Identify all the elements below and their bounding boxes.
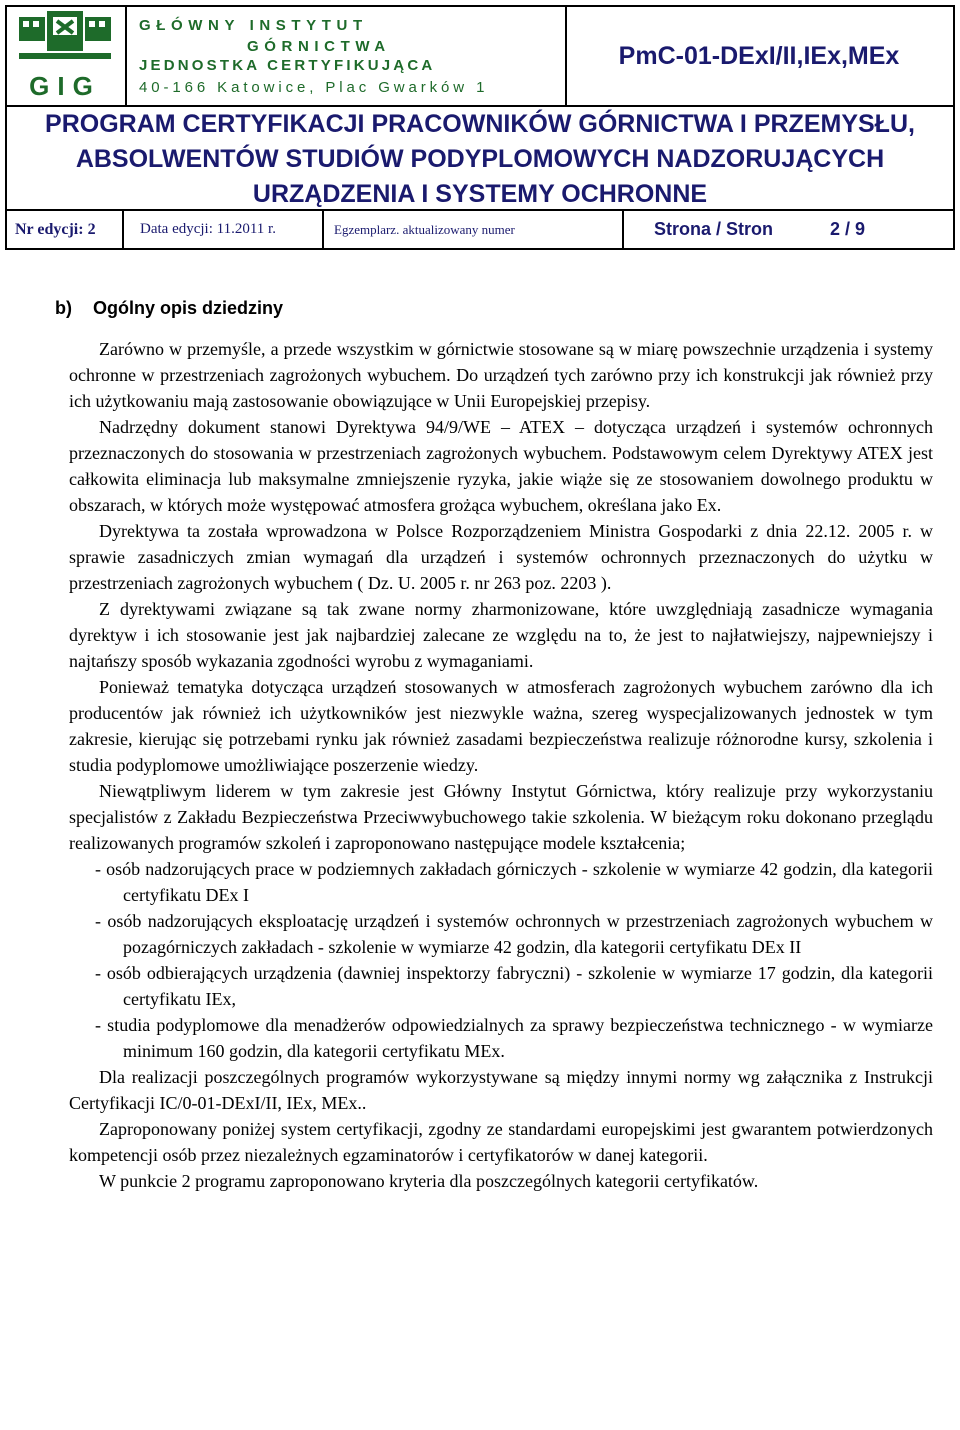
- list-item: - osób nadzorujących eksploatację urządzeń i systemów ochronnych w przestrzeniach zagrożonych wybuchem w pozagórniczych zakładach - szkolenie w wymiarze 42 godzin, dla kategorii certyfikatu DEx II: [95, 911, 933, 957]
- edition-number: Nr edycji: 2: [7, 211, 124, 248]
- program-title-line3: URZĄDZENIA I SYSTEMY OCHRONNE: [252, 180, 708, 208]
- paragraph: Z dyrektywami związane są tak zwane normy zharmonizowane, które uwzględniają zasadnicze wymagania dyrektyw i ich stosowanie jest jak najbardziej zalecane ze względu na to, że jest to najłatwiejszy, najpewniejszy i najtańszy sposób wykazania zgodności wyrobu z wymaganiami.: [69, 599, 933, 671]
- paragraph: Zaproponowany poniżej system certyfikacji, zgodny ze standardami europejskimi jest gwarantem potwierdzonych kompetencji osób przez niezależnych egzaminatorów i certyfikatorów w danej kategorii.: [69, 1119, 933, 1165]
- section-text: [69, 336, 933, 1194]
- institute-line3: JEDNOSTKA CERTYFIKUJĄCA: [139, 57, 436, 74]
- program-title: [7, 105, 953, 211]
- gig-logo-icon: [7, 7, 123, 103]
- edition-date: Data edycji: 11.2011 r.: [124, 211, 324, 248]
- document-header: [5, 5, 955, 250]
- institute-name: [125, 7, 567, 105]
- page-label: Strona / Stron: [654, 219, 774, 239]
- svg-text:GIG: GIG: [29, 71, 101, 101]
- section-number: b): [55, 298, 72, 318]
- page-counter: [624, 211, 953, 248]
- paragraph: Niewątpliwym liderem w tym zakresie jest Główny Instytut Górnictwa, który realizuje przy wykorzystaniu specjalistów z Zakładu Bezpieczeństwa Przeciwwybuchowego takie szkolenia. W bieżącym roku dokonano przeglądu realizowanych programów szkoleń i zaproponowano następujące modele kształcenia;: [69, 781, 933, 853]
- list-item: - osób odbierających urządzenia (dawniej inspektorzy fabryczni) - szkolenie w wymiarze 17 godzin, dla kategorii certyfikatu IEx,: [95, 963, 933, 1009]
- program-title-line2: ABSOLWENTÓW STUDIÓW PODYPLOMOWYCH NADZORUJĄCYCH: [75, 145, 885, 173]
- copy-note: Egzemplarz. aktualizowany numer: [324, 211, 624, 248]
- program-title-line1: PROGRAM CERTYFIKACJI PRACOWNIKÓW GÓRNICTWA I PRZEMYSŁU,: [45, 110, 915, 138]
- paragraph: W punkcie 2 programu zaproponowano kryteria dla poszczególnych kategorii certyfikatów.: [99, 1171, 759, 1191]
- section-title: Ogólny opis dziedziny: [93, 298, 284, 318]
- document-code: PmC-01-DExI/II,IEx,MEx: [618, 41, 900, 70]
- header-top-row: [7, 7, 953, 107]
- list-item: - studia podyplomowe dla menadżerów odpowiedzialnych za sprawy bezpieczeństwa technicznego - w wymiarze minimum 160 godzin, dla kategorii certyfikatu MEx.: [95, 1015, 933, 1061]
- paragraph: Dla realizacji poszczególnych programów wykorzystywane są między innymi normy wg załącznika z Instrukcji Certyfikacji IC/0-01-DExI/II, IEx, MEx..: [69, 1067, 933, 1113]
- paragraph: Zarówno w przemyśle, a przede wszystkim w górnictwie stosowane są w miarę powszechnie urządzenia i systemy ochronne w przestrzeniach zagrożonych wybuchem. Do urządzeń tych zarówno przy ich konstrukcji jak również przy ich użytkowaniu mają zastosowanie obowiązujące w Unii Europejskiej przepisy.: [69, 339, 933, 411]
- paragraph: Nadrzędny dokument stanowi Dyrektywa 94/9/WE – ATEX – dotycząca urządzeń i systemów ochronnych przeznaczonych do stosowania w przestrzeniach zagrożonych wybuchem. Podstawowym celem Dyrektywy ATEX jest całkowita eliminacja lub maksymalne zmniejszenie ryzyka, jakie wiąże się ze stosowaniem dowolnego produktu w obszarach, w których może występować atmosfera grożąca wybuchem, określana jako Ex.: [69, 417, 933, 515]
- list-item: - osób nadzorujących prace w podziemnych zakładach górniczych - szkolenie w wymiarze 42 godzin, dla kategorii certyfikatu DEx I: [95, 859, 933, 905]
- gig-logo: [7, 7, 127, 105]
- paragraph: Dyrektywa ta została wprowadzona w Polsce Rozporządzeniem Ministra Gospodarki z dnia 22.12. 2005 r. w sprawie zasadniczych zmian wymagań dla urządzeń i systemów ochronnych przeznaczonych do użytku w przestrzeniach zagrożonych wybuchem ( Dz. U. 2005 r. nr 263 poz. 2203 ).: [69, 521, 933, 593]
- paragraph: Ponieważ tematyka dotycząca urządzeń stosowanych w atmosferach zagrożonych wybuchem zarówno dla ich producentów jak również ich użytkowników jest niezwykle ważna, szereg wyspecjalizowanych jednostek w tym zakresie, kierując się potrzebami rynku jak również zasadami bezpieczeństwa realizuje różnorodne kursy, szkolenia i studia podyplomowe umożliwiające poszerzenie wiedzy.: [69, 677, 933, 775]
- institute-address: 40-166 Katowice, Plac Gwarków 1: [139, 79, 489, 96]
- page-value: 2 / 9: [830, 219, 866, 239]
- header-meta-row: [7, 211, 953, 248]
- section-heading: [55, 295, 283, 321]
- institute-line2: GÓRNICTWA: [247, 38, 391, 55]
- institute-line1: GŁÓWNY INSTYTUT: [139, 17, 368, 34]
